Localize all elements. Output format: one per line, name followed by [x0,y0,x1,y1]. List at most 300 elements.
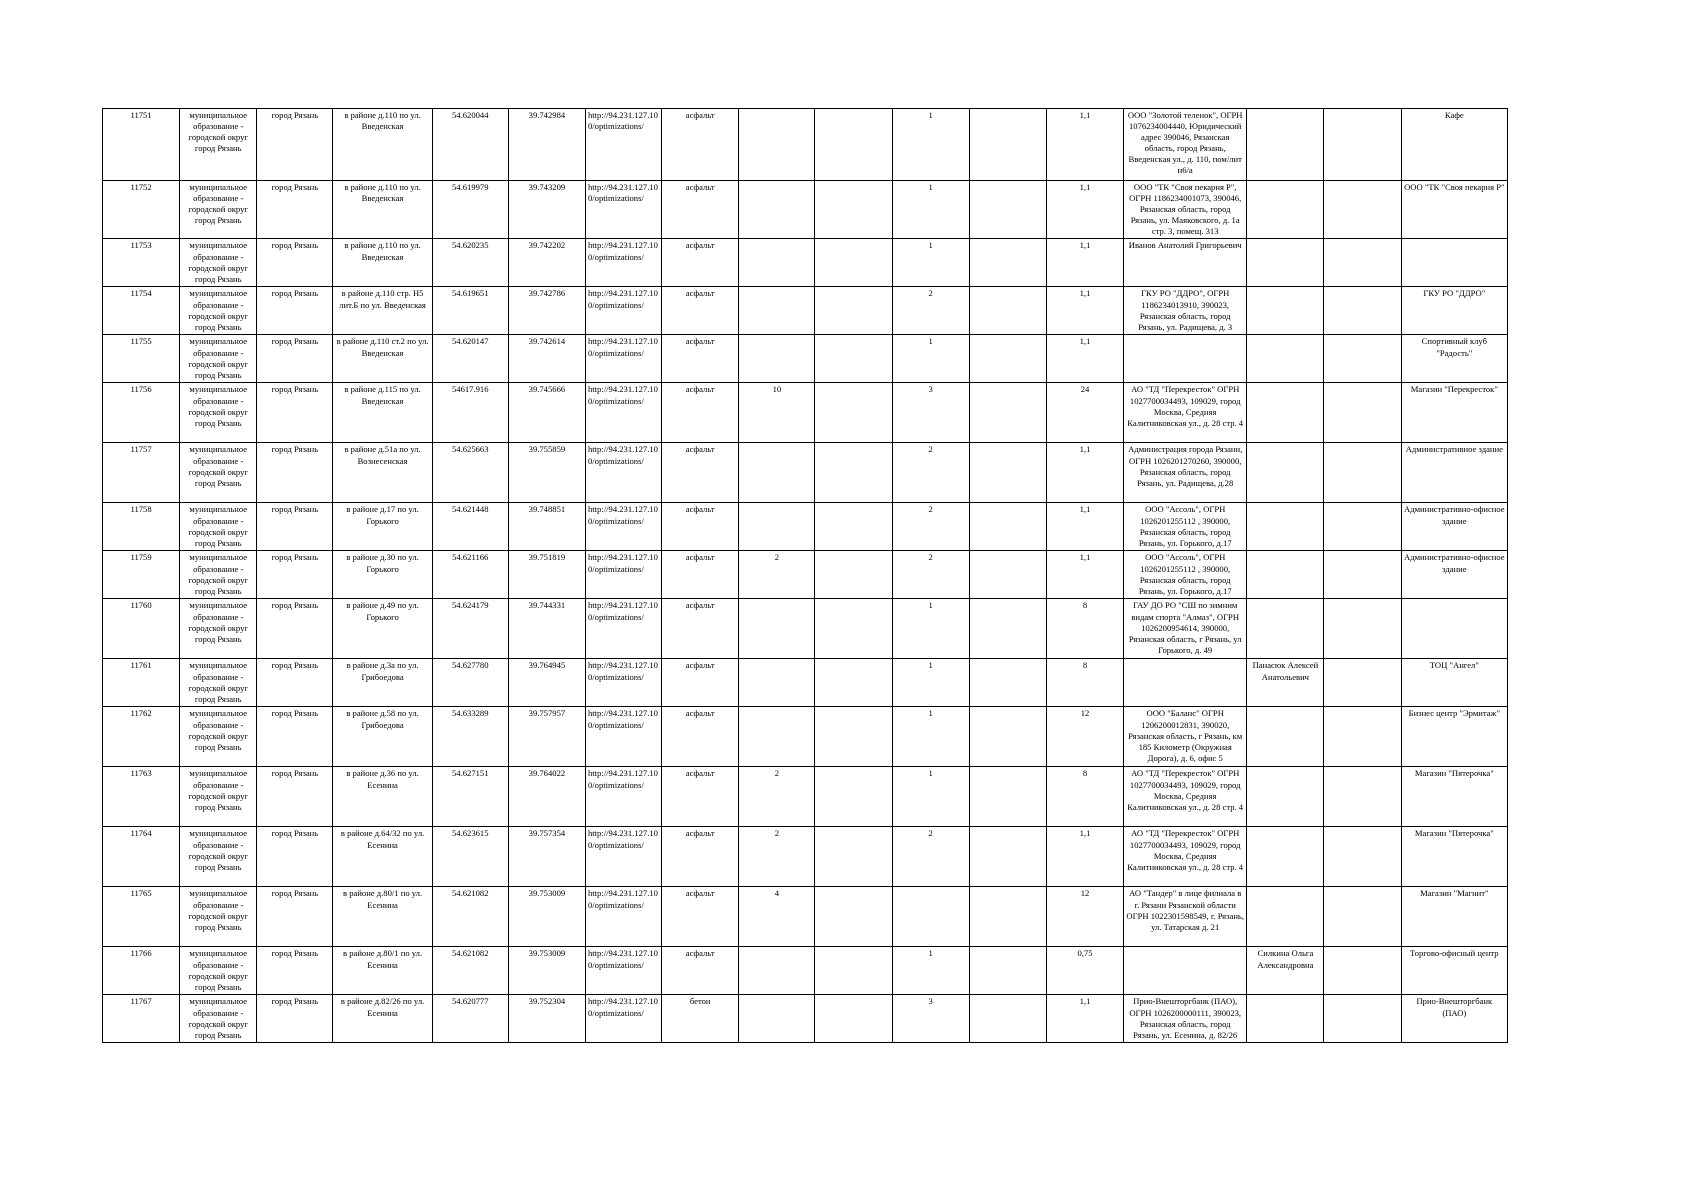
source-cell: Магазин "Магнит" [1401,887,1507,947]
map-link-cell: http://94.231.127.100/optimizations/ [585,947,661,995]
column-15-cell [1247,239,1324,287]
column-11-cell: 2 [892,827,969,887]
municipality-cell: муниципальное образование - городской округ город Рязань [180,503,257,551]
municipality-cell: муниципальное образование - городской округ город Рязань [180,887,257,947]
source-cell: Бизнес центр "Эрмитаж" [1401,707,1507,767]
municipality-cell: муниципальное образование - городской округ город Рязань [180,335,257,383]
area-cell: 12 [1046,887,1123,947]
municipality-cell: муниципальное образование - городской округ город Рязань [180,181,257,239]
surface-type-cell: асфальт [662,287,739,335]
column-12-cell [969,287,1046,335]
municipality-cell: муниципальное образование - городской округ город Рязань [180,599,257,659]
column-9-cell [739,443,815,503]
column-15-cell [1247,827,1324,887]
surface-type-cell: асфальт [662,239,739,287]
row-id-cell: 11751 [103,109,180,181]
table-row [103,659,1508,707]
longitude-cell: 39.764945 [508,659,585,707]
map-link-cell: http://94.231.127.100/optimizations/ [585,887,661,947]
surface-type-cell: асфальт [662,767,739,827]
source-cell: Кафе [1401,109,1507,181]
column-10-cell [815,239,892,287]
area-cell: 1,1 [1046,443,1123,503]
table-row [103,827,1508,887]
municipality-cell: муниципальное образование - городской округ город Рязань [180,443,257,503]
address-cell: в районе д.110 по ул. Введенская [333,239,432,287]
municipality-cell: муниципальное образование - городской округ город Рязань [180,383,257,443]
area-cell: 0,75 [1046,947,1123,995]
column-11-cell: 1 [892,181,969,239]
table-row [103,947,1508,995]
table-row [103,503,1508,551]
source-cell: Магазин "Перекресток" [1401,383,1507,443]
column-12-cell [969,827,1046,887]
municipality-cell: муниципальное образование - городской округ город Рязань [180,239,257,287]
column-16-cell [1324,239,1401,287]
column-9-cell [739,947,815,995]
address-cell: в районе д.115 по ул. Введенская [333,383,432,443]
column-12-cell [969,109,1046,181]
column-9-cell [739,707,815,767]
owner-cell [1124,947,1247,995]
longitude-cell: 39.753009 [508,887,585,947]
column-12-cell [969,503,1046,551]
map-link-cell: http://94.231.127.100/optimizations/ [585,239,661,287]
column-15-cell [1247,335,1324,383]
column-16-cell [1324,287,1401,335]
map-link-cell: http://94.231.127.100/optimizations/ [585,599,661,659]
address-cell: в районе д.110 ст.2 по ул. Введенская [333,335,432,383]
column-9-cell [739,659,815,707]
column-11-cell: 1 [892,707,969,767]
column-11-cell: 1 [892,659,969,707]
column-16-cell [1324,887,1401,947]
latitude-cell: 54.619651 [432,287,508,335]
latitude-cell: 54.620044 [432,109,508,181]
latitude-cell: 54.619979 [432,181,508,239]
table-row [103,551,1508,599]
column-16-cell [1324,109,1401,181]
column-12-cell [969,995,1046,1043]
settlement-cell: город Рязань [257,503,333,551]
municipality-cell: муниципальное образование - городской округ город Рязань [180,109,257,181]
municipality-cell: муниципальное образование - городской округ город Рязань [180,995,257,1043]
municipality-cell: муниципальное образование - городской округ город Рязань [180,287,257,335]
settlement-cell: город Рязань [257,599,333,659]
surface-type-cell: асфальт [662,503,739,551]
column-15-cell [1247,995,1324,1043]
settlement-cell: город Рязань [257,383,333,443]
row-id-cell: 11752 [103,181,180,239]
table-row [103,287,1508,335]
column-9-cell: 2 [739,827,815,887]
address-cell: в районе д.80/1 по ул. Есенина [333,947,432,995]
column-12-cell [969,767,1046,827]
source-cell: Административно-офисное здание [1401,551,1507,599]
surface-type-cell: асфальт [662,947,739,995]
column-16-cell [1324,181,1401,239]
column-10-cell [815,887,892,947]
column-10-cell [815,767,892,827]
municipality-cell: муниципальное образование - городской округ город Рязань [180,947,257,995]
column-9-cell: 10 [739,383,815,443]
surface-type-cell: асфальт [662,827,739,887]
settlement-cell: город Рязань [257,181,333,239]
row-id-cell: 11756 [103,383,180,443]
longitude-cell: 39.742614 [508,335,585,383]
row-id-cell: 11760 [103,599,180,659]
area-cell: 8 [1046,767,1123,827]
row-id-cell: 11767 [103,995,180,1043]
settlement-cell: город Рязань [257,335,333,383]
source-cell: Прио-Внешторгбанк (ПАО) [1401,995,1507,1043]
column-11-cell: 1 [892,599,969,659]
column-11-cell: 2 [892,443,969,503]
owner-cell: ООО "Золотой теленок", ОГРН 1076234004440, Юридический адрес 390046, Рязанская область, город Рязань, Введенская ул., д. 110, пом/лит н6/а [1124,109,1247,181]
column-12-cell [969,887,1046,947]
latitude-cell: 54.621448 [432,503,508,551]
row-id-cell: 11759 [103,551,180,599]
column-12-cell [969,443,1046,503]
column-12-cell [969,181,1046,239]
address-cell: в районе д.82/26 по ул. Есенина [333,995,432,1043]
latitude-cell: 54.633289 [432,707,508,767]
source-cell: ООО "ТК "Своя пекарня Р" [1401,181,1507,239]
table-row [103,181,1508,239]
owner-cell: Администрация города Рязани, ОГРН 1026201270260, 390000, Рязанская область, город Рязань, ул. Радищева, д.28 [1124,443,1247,503]
column-10-cell [815,287,892,335]
longitude-cell: 39.753009 [508,947,585,995]
column-10-cell [815,827,892,887]
area-cell: 1,1 [1046,551,1123,599]
source-cell [1401,239,1507,287]
settlement-cell: город Рязань [257,707,333,767]
column-9-cell [739,181,815,239]
column-15-cell [1247,503,1324,551]
address-cell: в районе д.49 по ул. Горького [333,599,432,659]
map-link-cell: http://94.231.127.100/optimizations/ [585,827,661,887]
owner-cell: Иванов Анатолий Григорьевич [1124,239,1247,287]
longitude-cell: 39.742984 [508,109,585,181]
row-id-cell: 11764 [103,827,180,887]
map-link-cell: http://94.231.127.100/optimizations/ [585,659,661,707]
owner-cell: АО "Тандер" в лице филиала в г. Рязани Рязанской области ОГРН 1022301598549, г. Рязань, ул. Татарская д. 21 [1124,887,1247,947]
address-cell: в районе д.80/1 по ул. Есенина [333,887,432,947]
column-12-cell [969,947,1046,995]
column-15-cell [1247,707,1324,767]
address-cell: в районе д.58 по ул. Грибоедова [333,707,432,767]
row-id-cell: 11754 [103,287,180,335]
source-cell: Спортивный клуб "Радость" [1401,335,1507,383]
owner-cell: ООО "Ассоль", ОГРН 1026201255112 , 390000, Рязанская область, город Рязань, ул. Горького, д.17 [1124,551,1247,599]
settlement-cell: город Рязань [257,287,333,335]
address-cell: в районе д.110 по ул. Введенская [333,109,432,181]
column-16-cell [1324,335,1401,383]
surface-type-cell: асфальт [662,383,739,443]
column-11-cell: 1 [892,109,969,181]
longitude-cell: 39.742202 [508,239,585,287]
map-link-cell: http://94.231.127.100/optimizations/ [585,707,661,767]
settlement-cell: город Рязань [257,443,333,503]
surface-type-cell: асфальт [662,887,739,947]
column-12-cell [969,551,1046,599]
column-15-cell: Панасюк Алексей Анатольевич [1247,659,1324,707]
latitude-cell: 54.620235 [432,239,508,287]
area-cell: 12 [1046,707,1123,767]
column-11-cell: 3 [892,995,969,1043]
table-row [103,767,1508,827]
owner-cell: ГАУ ДО РО "СШ по зимним видам спорта "Алмаз", ОГРН 1026200954614, 390000, Рязанская область, г Рязань, ул Горького, д. 49 [1124,599,1247,659]
address-cell: в районе д.30 по ул. Горького [333,551,432,599]
column-9-cell [739,109,815,181]
surface-type-cell: асфальт [662,707,739,767]
column-16-cell [1324,383,1401,443]
column-10-cell [815,995,892,1043]
column-16-cell [1324,767,1401,827]
column-10-cell [815,503,892,551]
settlement-cell: город Рязань [257,109,333,181]
address-cell: в районе д.110 по ул. Введенская [333,181,432,239]
column-16-cell [1324,551,1401,599]
longitude-cell: 39.743209 [508,181,585,239]
latitude-cell: 54.627780 [432,659,508,707]
municipality-cell: муниципальное образование - городской округ город Рязань [180,707,257,767]
longitude-cell: 39.745666 [508,383,585,443]
table-row [103,995,1508,1043]
column-15-cell [1247,551,1324,599]
column-16-cell [1324,599,1401,659]
column-12-cell [969,335,1046,383]
latitude-cell: 54.621166 [432,551,508,599]
longitude-cell: 39.757354 [508,827,585,887]
surface-type-cell: асфальт [662,181,739,239]
column-11-cell: 1 [892,767,969,827]
address-cell: в районе д.51а по ул. Вознесенская [333,443,432,503]
area-cell: 24 [1046,383,1123,443]
source-cell: Магазин "Пятерочка" [1401,767,1507,827]
area-cell: 1,1 [1046,827,1123,887]
column-16-cell [1324,659,1401,707]
column-16-cell [1324,947,1401,995]
area-cell: 1,1 [1046,503,1123,551]
table-row [103,335,1508,383]
column-10-cell [815,551,892,599]
latitude-cell: 54.621082 [432,947,508,995]
column-9-cell [739,995,815,1043]
map-link-cell: http://94.231.127.100/optimizations/ [585,181,661,239]
column-9-cell: 2 [739,551,815,599]
column-11-cell: 2 [892,551,969,599]
column-15-cell [1247,383,1324,443]
longitude-cell: 39.751819 [508,551,585,599]
settlement-cell: город Рязань [257,827,333,887]
row-id-cell: 11761 [103,659,180,707]
registry-sheet [102,108,1508,1043]
municipality-cell: муниципальное образование - городской округ город Рязань [180,551,257,599]
column-9-cell [739,503,815,551]
settlement-cell: город Рязань [257,995,333,1043]
area-cell: 1,1 [1046,181,1123,239]
row-id-cell: 11755 [103,335,180,383]
latitude-cell: 54.623615 [432,827,508,887]
owner-cell: АО "ТД "Перекресток" ОГРН 1027700034493, 109029, город Москва, Средняя Калитниковская ул., д. 28 стр. 4 [1124,827,1247,887]
latitude-cell: 54.620777 [432,995,508,1043]
column-15-cell [1247,443,1324,503]
row-id-cell: 11765 [103,887,180,947]
address-cell: в районе д.17 по ул. Горького [333,503,432,551]
owner-cell: ООО "Ассоль", ОГРН 1026201255112 , 390000, Рязанская область, город Рязань, ул. Горького, д.17 [1124,503,1247,551]
table-row [103,707,1508,767]
source-cell: Торгово-офисный центр [1401,947,1507,995]
table-row [103,383,1508,443]
surface-type-cell: бетон [662,995,739,1043]
municipality-cell: муниципальное образование - городской округ город Рязань [180,827,257,887]
latitude-cell: 54.620147 [432,335,508,383]
row-id-cell: 11762 [103,707,180,767]
settlement-cell: город Рязань [257,551,333,599]
registry-rows [103,109,1508,1043]
map-link-cell: http://94.231.127.100/optimizations/ [585,335,661,383]
column-12-cell [969,659,1046,707]
column-15-cell [1247,109,1324,181]
column-9-cell [739,239,815,287]
longitude-cell: 39.757957 [508,707,585,767]
owner-cell: АО "ТД "Перекресток" ОГРН 1027700034493, 109029, город Москва, Средняя Калитниковская ул., д. 28 стр. 4 [1124,383,1247,443]
column-10-cell [815,109,892,181]
column-11-cell [892,887,969,947]
owner-cell [1124,335,1247,383]
map-link-cell: http://94.231.127.100/optimizations/ [585,383,661,443]
area-cell: 1,1 [1046,335,1123,383]
source-cell: ГКУ РО "ДДРО" [1401,287,1507,335]
map-link-cell: http://94.231.127.100/optimizations/ [585,503,661,551]
address-cell: в районе д.36 по ул. Есенина [333,767,432,827]
column-16-cell [1324,995,1401,1043]
municipality-cell: муниципальное образование - городской округ город Рязань [180,659,257,707]
column-15-cell [1247,599,1324,659]
column-10-cell [815,659,892,707]
column-9-cell [739,287,815,335]
column-12-cell [969,239,1046,287]
owner-cell [1124,659,1247,707]
row-id-cell: 11766 [103,947,180,995]
longitude-cell: 39.764022 [508,767,585,827]
table-row [103,887,1508,947]
column-9-cell: 4 [739,887,815,947]
surface-type-cell: асфальт [662,443,739,503]
column-10-cell [815,599,892,659]
area-cell: 1,1 [1046,995,1123,1043]
area-cell: 8 [1046,659,1123,707]
row-id-cell: 11763 [103,767,180,827]
owner-cell: Прио-Внешторгбанк (ПАО), ОГРН 1026200000111, 390023, Рязанская область, город Рязань, ул. Есенина, д. 82/26 [1124,995,1247,1043]
longitude-cell: 39.744331 [508,599,585,659]
column-9-cell [739,599,815,659]
latitude-cell: 54.627151 [432,767,508,827]
column-16-cell [1324,503,1401,551]
owner-cell: ООО "Баланс" ОГРН 1206200012831, 390020, Рязанская область, г Рязань, км 185 Километр (Окружная Дорога), д. 6, офис 5 [1124,707,1247,767]
latitude-cell: 54.624179 [432,599,508,659]
owner-cell: ООО "ТК "Своя пекарня Р", ОГРН 1186234001073, 390046, Рязанская область, город Рязань, ул. Маяковского, д. 1а стр. 3, помещ. 313 [1124,181,1247,239]
address-cell: в районе д.64/32 по ул. Есенина [333,827,432,887]
surface-type-cell: асфальт [662,551,739,599]
table-row [103,599,1508,659]
column-10-cell [815,181,892,239]
column-15-cell: Силкина Ольга Александровна [1247,947,1324,995]
area-cell: 1,1 [1046,109,1123,181]
map-link-cell: http://94.231.127.100/optimizations/ [585,995,661,1043]
source-cell: Административное здание [1401,443,1507,503]
column-15-cell [1247,287,1324,335]
column-9-cell: 2 [739,767,815,827]
settlement-cell: город Рязань [257,767,333,827]
column-10-cell [815,443,892,503]
source-cell: Магазин "Пятерочка" [1401,827,1507,887]
column-16-cell [1324,443,1401,503]
owner-cell: АО "ТД "Перекресток" ОГРН 1027700034493, 109029, город Москва, Средняя Калитниковская ул., д. 28 стр. 4 [1124,767,1247,827]
column-12-cell [969,599,1046,659]
column-11-cell: 2 [892,287,969,335]
map-link-cell: http://94.231.127.100/optimizations/ [585,551,661,599]
column-11-cell: 3 [892,383,969,443]
source-cell: ТОЦ "Ангел" [1401,659,1507,707]
surface-type-cell: асфальт [662,599,739,659]
surface-type-cell: асфальт [662,335,739,383]
latitude-cell: 54.621082 [432,887,508,947]
area-cell: 1,1 [1046,239,1123,287]
table-row [103,109,1508,181]
source-cell: Административно-офисное здание [1401,503,1507,551]
map-link-cell: http://94.231.127.100/optimizations/ [585,109,661,181]
settlement-cell: город Рязань [257,887,333,947]
registry-table [102,108,1508,1043]
longitude-cell: 39.755859 [508,443,585,503]
longitude-cell: 39.742786 [508,287,585,335]
column-10-cell [815,335,892,383]
column-9-cell [739,335,815,383]
column-11-cell: 1 [892,239,969,287]
table-row [103,443,1508,503]
settlement-cell: город Рязань [257,659,333,707]
column-10-cell [815,707,892,767]
column-11-cell: 1 [892,947,969,995]
column-15-cell [1247,887,1324,947]
table-row [103,239,1508,287]
map-link-cell: http://94.231.127.100/optimizations/ [585,443,661,503]
column-12-cell [969,383,1046,443]
map-link-cell: http://94.231.127.100/optimizations/ [585,767,661,827]
municipality-cell: муниципальное образование - городской округ город Рязань [180,767,257,827]
column-11-cell: 1 [892,335,969,383]
column-15-cell [1247,181,1324,239]
area-cell: 8 [1046,599,1123,659]
owner-cell: ГКУ РО "ДДРО", ОГРН 1186234013910, 390023, Рязанская область, город Рязань, ул. Радищева, д. 3 [1124,287,1247,335]
area-cell: 1,1 [1046,287,1123,335]
latitude-cell: 54617.916 [432,383,508,443]
address-cell: в районе д.110 стр. Н5 лит.Б по ул. Введенская [333,287,432,335]
latitude-cell: 54.625663 [432,443,508,503]
source-cell [1401,599,1507,659]
longitude-cell: 39.748851 [508,503,585,551]
column-11-cell: 2 [892,503,969,551]
settlement-cell: город Рязань [257,947,333,995]
settlement-cell: город Рязань [257,239,333,287]
address-cell: в районе д.3а по ул. Грибоедова [333,659,432,707]
surface-type-cell: асфальт [662,109,739,181]
column-16-cell [1324,827,1401,887]
column-12-cell [969,707,1046,767]
longitude-cell: 39.752304 [508,995,585,1043]
